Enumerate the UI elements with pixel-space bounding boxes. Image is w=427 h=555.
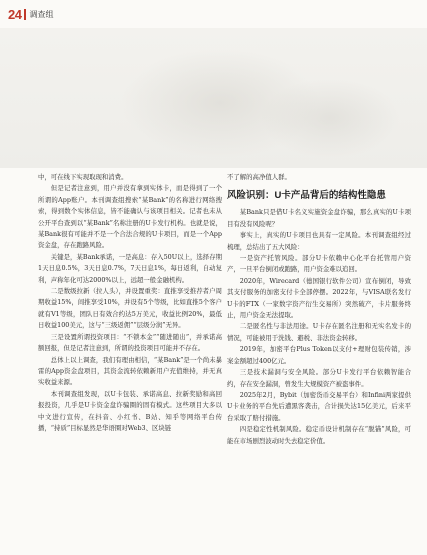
body-paragraph: 三是设置所谓投资项目：“不锁本金”“随进随出”，并承诺高额回报，但是记者注意到，所谓的投资项目可能并不存在。	[38, 332, 222, 353]
section-heading: 风险识别：U卡产品背后的结构性隐患	[227, 190, 386, 202]
body-paragraph: 某Bank只是借U卡名义实施资金盘诈骗，那么真实的U卡项目有没有风险呢？	[227, 208, 411, 228]
body-paragraph: 总体上以上调查，我们有理由相信，“某Bank”是一个尚未暴雷的App资金盘项目，其资金流转依赖新用户充值维持，并无真实收益来源。	[38, 355, 222, 387]
body-paragraph: 四是稳定性机制风险。稳定币设计机制存在“脱锚”风险，可能在市场剧烈波动时失去稳定价值。	[227, 425, 411, 445]
body-paragraph: 中，可在线下实现取现和消费。	[38, 173, 128, 181]
body-paragraph: 本刊调查组发现，以U卡包装、承诺高息、拉新奖励和高回报投资，几乎是U卡资金盘诈骗圈的固有模式。这些项目大多以中文进行宣传，在抖音、小红书、B站、知乎等网络平台传播，“持质”目标显然是华语圈对Web3、区块链	[38, 389, 222, 432]
page-header	[8, 6, 53, 22]
article-photo	[0, 28, 427, 168]
body-paragraph: 但是记者注意到，用户并没有拿到实体卡，而是得到了一个所谓的App账户。本刊调查组搜索“某Bank”的名称进行网络搜索，得到数个实体信息，皆不能确认与该项目相关。记者也未从公开平台查到以“某Bank”名称注册的U卡发行机构。也就是说，某Bank很有可能并不是一个合法合规的U卡项目，而是一个App资金盘，存在跑路风险。	[38, 184, 222, 250]
body-paragraph: 2020年，Wirecard（德国银行软件公司）宣布倒闭，导致其支付服务的加密支付卡全部停摆。2022年，与VISA联名发行U卡的FTX（一家数字资产衍生交易所）突然破产，卡片服务终止，用户资金无法提取。	[227, 276, 411, 320]
body-paragraph: 关键是，某Bank承诺，一是高息：存入50U以上，选择存期1天日息0.5%，3天日息0.7%，7天日息1%，每日返利，自动复利，声称年化可达2000%以上，远超一般金融机构。	[38, 252, 222, 284]
right-column	[227, 172, 411, 447]
body-paragraph: 2019年，加密平台Plus Token以支付+理财包装传销，涉案金额超过400亿元。	[227, 345, 411, 365]
left-column	[38, 172, 222, 434]
body-paragraph: 二是数级拉新（拉人头），并设置重奖：直推享受推荐者户周期收益15%，间推享受10%，并设有5个等级，比如直推5个客户就有V1等级，团队日有效合约达5万美元，收益比例20%，最低日收益100美元，这与“三级返佣”“层级分润”无异。	[38, 287, 222, 330]
body-paragraph: 事实上，真实的U卡项目也具有一定风险。本刊调查组经过梳理，总结出了五大风险：	[227, 231, 411, 251]
body-paragraph: 一是资产托管风险。部分U卡依赖中心化平台托管用户资产，一旦平台倒闭或跑路，用户资金难以追回。	[227, 254, 411, 274]
section-label: 调查组	[29, 9, 54, 19]
body-paragraph: 二是匿名性与非法用途。U卡存在匿名注册和无实名发卡的情况，可能被用于洗钱、避税、非法资金转移。	[227, 322, 411, 342]
photo-texture	[260, 78, 400, 158]
body-paragraph: 三是技术漏洞与安全风险。部分U卡发行平台依赖智能合约，存在安全漏洞，曾发生大规模资产被盗事件。	[227, 368, 411, 388]
body-paragraph: 2025年2月，Bybit（加密货币交易平台）和Infini两家提供U卡业务的平台先后遭黑客袭击，合计损失达15亿美元，后来平台采取了赔付措施。	[227, 390, 411, 422]
body-paragraph: 不了解的高净值人群。	[227, 173, 291, 181]
page-number: 24	[8, 6, 22, 22]
header-divider	[24, 9, 26, 20]
